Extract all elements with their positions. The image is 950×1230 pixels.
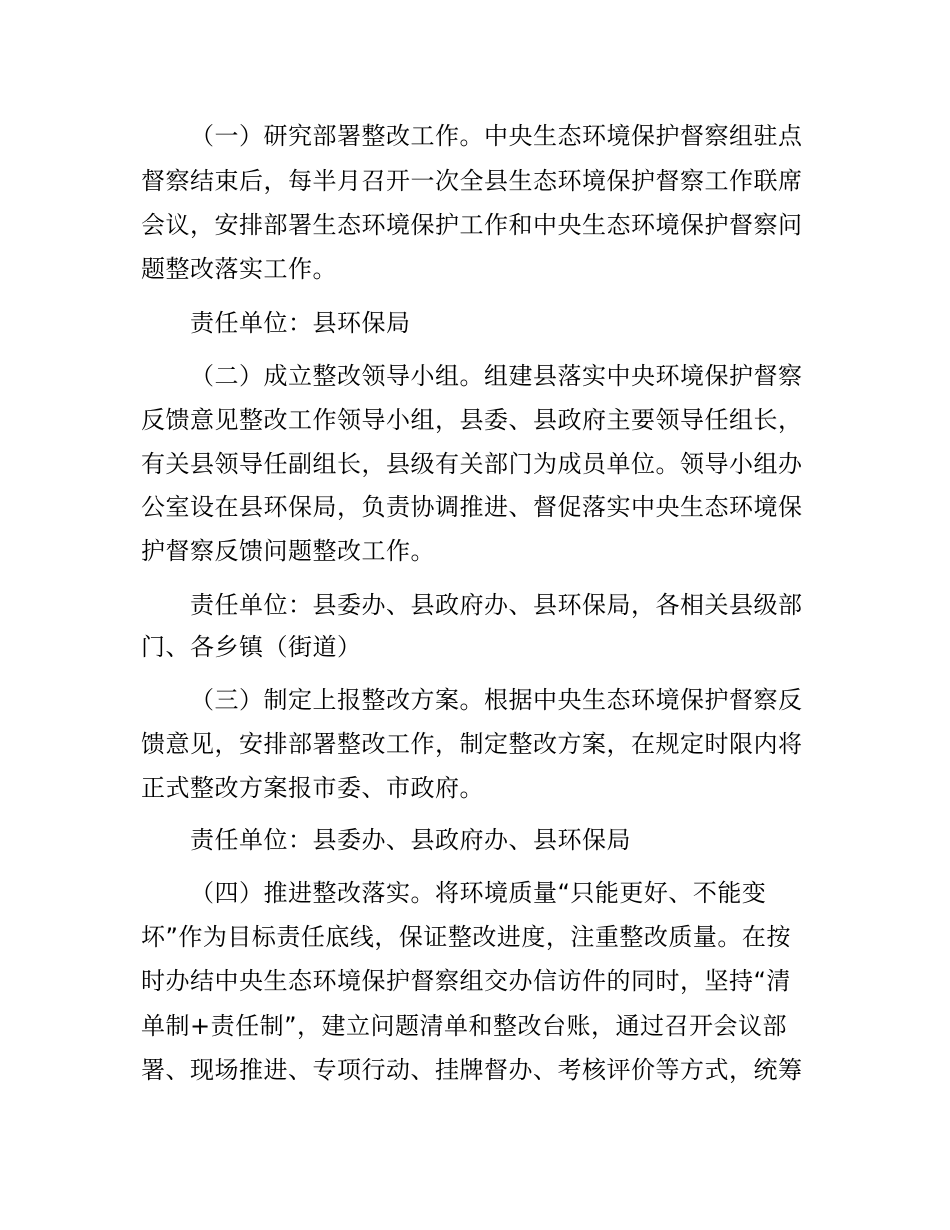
section-4-text-line: 单制+责任制”，建立问题清单和整改台账，通过召开会议部 — [141, 1012, 788, 1040]
section-2-text-line: 公室设在县环保局，负责协调推进、督促落实中央生态环境保 — [141, 493, 803, 521]
section-4-text-line: 坏”作为目标责任底线，保证整改进度，注重整改质量。在按 — [141, 923, 791, 951]
section-1-text-line: 题整改落实工作。 — [141, 255, 337, 283]
section-1-responsibility-line: 责任单位：县环保局 — [190, 309, 411, 337]
section-3-text-line: 馈意见，安排部署整改工作，制定整改方案，在规定时限内将 — [141, 730, 803, 758]
section-3-responsibility-line: 责任单位：县委办、县政府办、县环保局 — [190, 826, 631, 854]
section-2-responsibility-line: 责任单位：县委办、县政府办、县环保局，各相关县级部 — [190, 591, 803, 619]
section-3-text-line: 正式整改方案报市委、市政府。 — [141, 774, 484, 802]
section-1-text-line: 督察结束后，每半月召开一次全县生态环境保护督察工作联席 — [141, 167, 803, 195]
section-2-text-line: 有关县领导任副组长，县级有关部门为成员单位。领导小组办 — [141, 450, 803, 478]
section-1-text-line: 会议，安排部署生态环境保护工作和中央生态环境保护督察问 — [141, 211, 803, 239]
section-4-heading-line: （四）推进整改落实。将环境质量“只能更好、不能变 — [190, 879, 767, 907]
section-2-heading-line: （二）成立整改领导小组。组建县落实中央环境保护督察 — [190, 362, 803, 390]
section-4-text-line: 署、现场推进、专项行动、挂牌督办、考核评价等方式，统筹 — [141, 1056, 803, 1084]
section-4-text-line: 时办结中央生态环境保护督察组交办信访件的同时，坚持“清 — [141, 967, 791, 995]
section-3-heading-line: （三）制定上报整改方案。根据中央生态环境保护督察反 — [190, 686, 803, 714]
section-2-text-line: 反馈意见整改工作领导小组，县委、县政府主要领导任组长， — [141, 406, 803, 434]
section-2-text-line: 护督察反馈问题整改工作。 — [141, 537, 435, 565]
section-2-responsibility-line: 门、各乡镇（街道） — [141, 633, 362, 661]
section-1-heading-line: （一）研究部署整改工作。中央生态环境保护督察组驻点 — [190, 122, 803, 150]
